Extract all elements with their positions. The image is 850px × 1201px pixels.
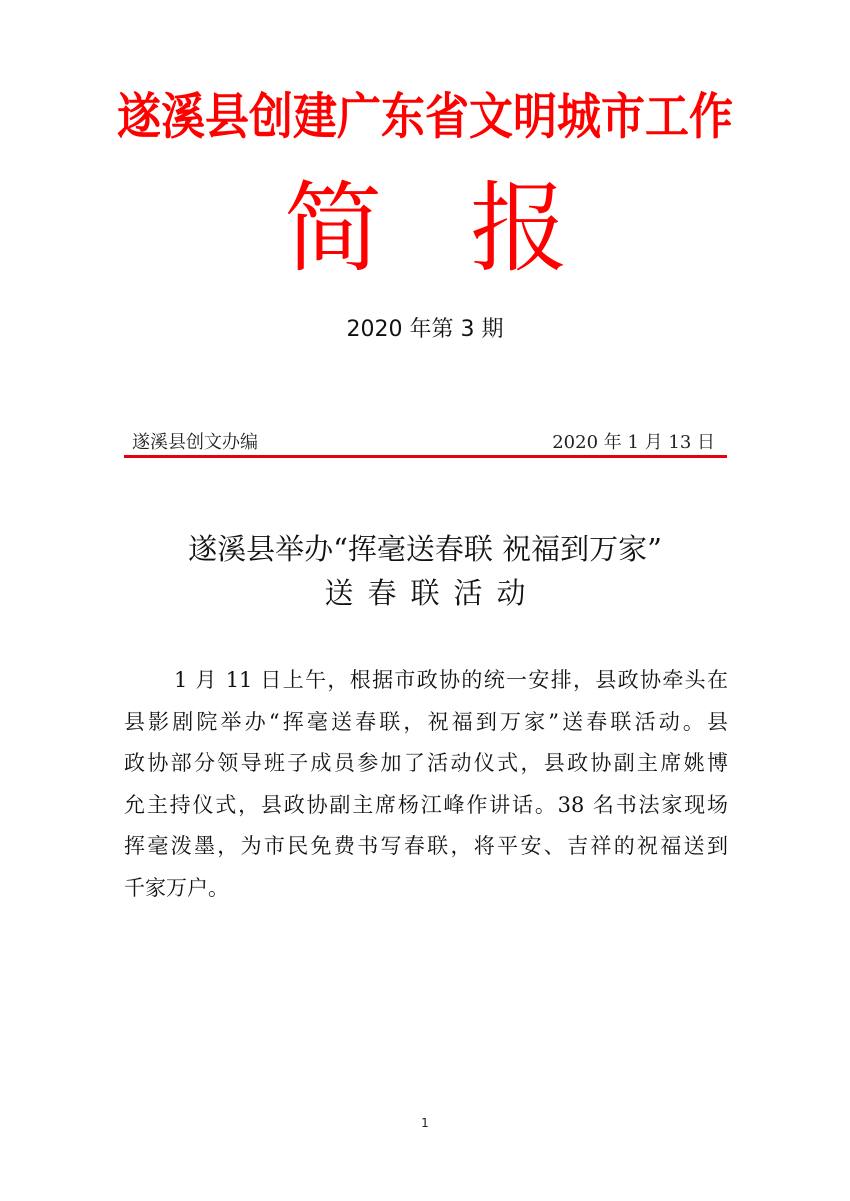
article-headline-line-2: 送春联活动 [324, 576, 540, 610]
body-paragraph-line: 1 月 11 日上午，根据市政协的统一安排，县政协牵头在 [174, 668, 728, 692]
red-divider-line [124, 455, 727, 458]
body-paragraph-line: 千家万户。 [124, 875, 229, 900]
body-paragraph-line: 县影剧院举办“挥毫送春联，祝福到万家”送春联活动。县 [124, 709, 728, 734]
body-paragraph-line: 允主持仪式，县政协副主席杨江峰作讲话。38 名书法家现场 [124, 792, 728, 817]
editor-label: 遂溪县创文办编 [132, 432, 258, 453]
meta-row [124, 430, 727, 458]
page-number: 1 [421, 1116, 429, 1130]
masthead-title: 遂溪县创建广东省文明城市工作 [117, 88, 733, 146]
article-headline-line-1: 遂溪县举办“挥毫送春联 祝福到万家” [188, 532, 662, 566]
issue-number: 2020 年第 3 期 [346, 317, 504, 342]
publish-date: 2020 年 1 月 13 日 [552, 432, 715, 453]
masthead-brief-char-2: 报 [470, 172, 569, 286]
body-paragraph-line: 挥毫泼墨，为市民免费书写春联，将平安、吉祥的祝福送到 [124, 834, 728, 858]
masthead-brief-char-1: 简 [284, 172, 383, 286]
body-paragraph-line: 政协部分领导班子成员参加了活动仪式，县政协副主席姚博 [124, 751, 728, 775]
article-body [124, 660, 728, 909]
